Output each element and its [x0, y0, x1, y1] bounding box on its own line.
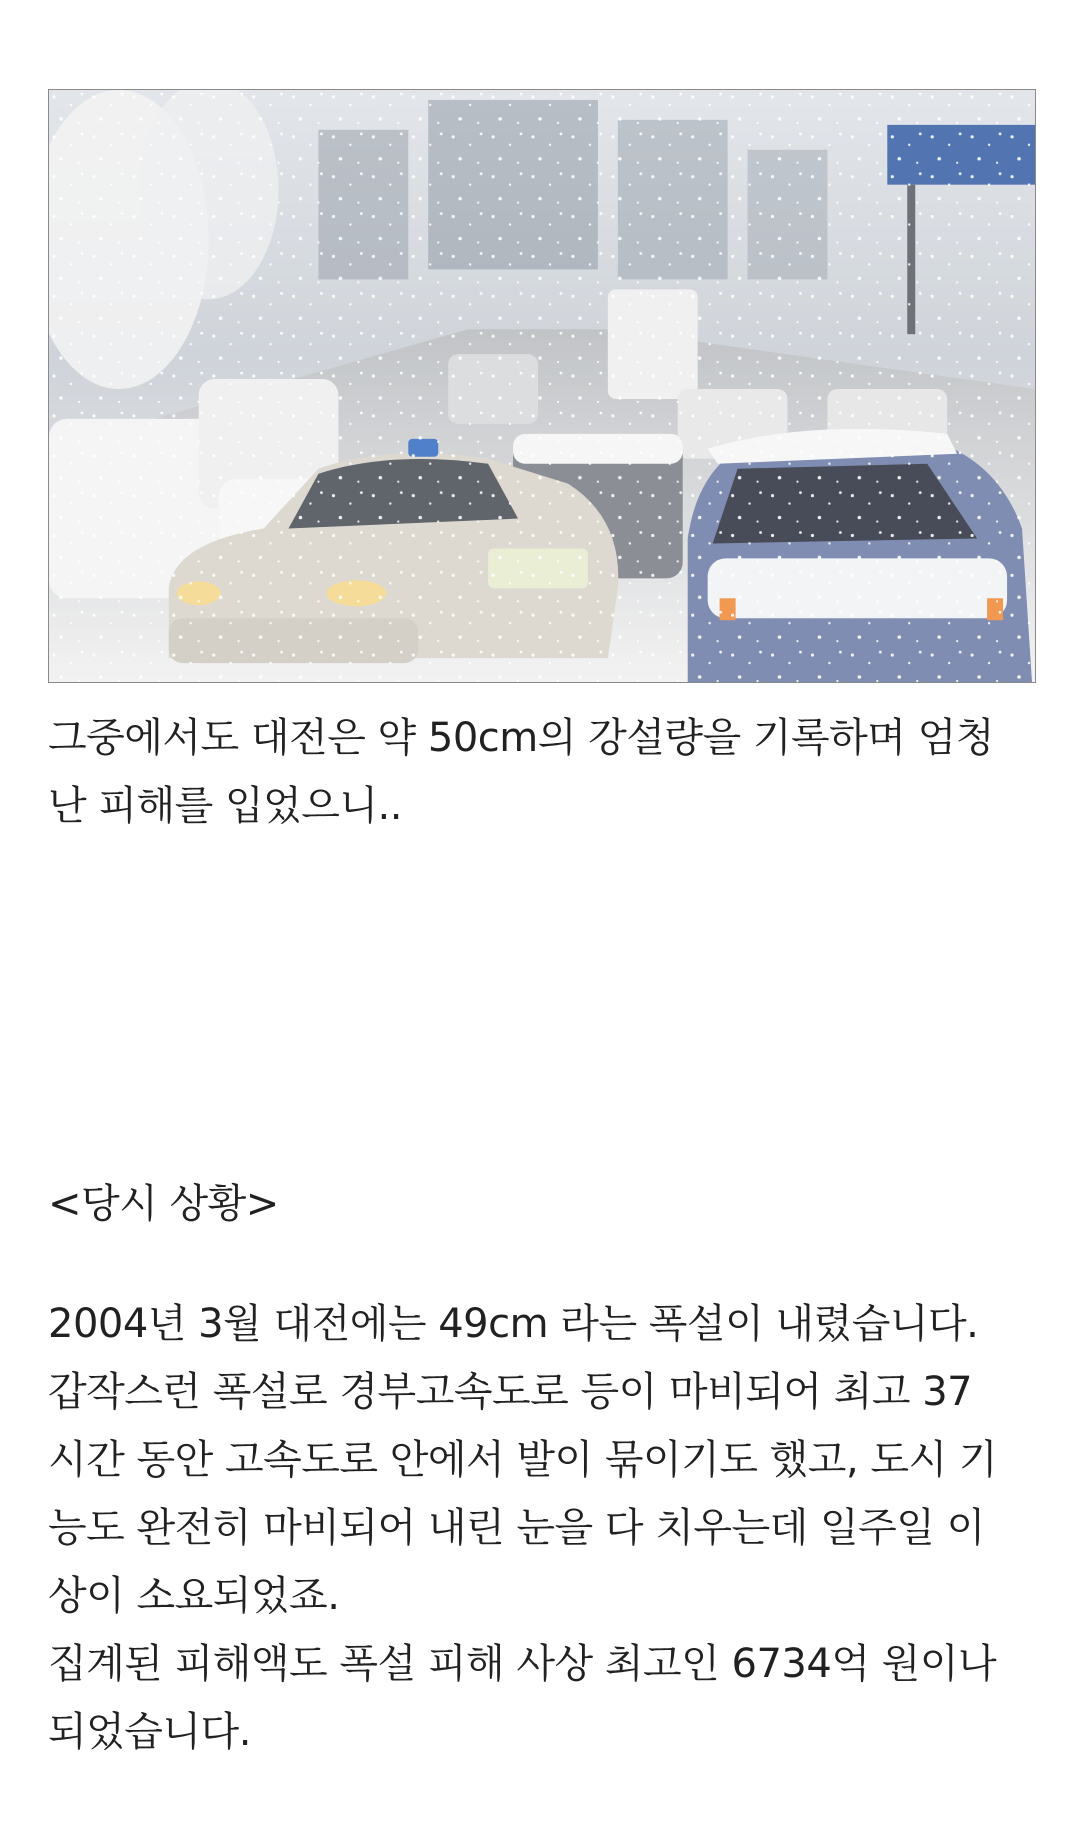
body-line: 상이 소요되었죠. — [48, 1573, 340, 1619]
body-line: 2004년 3월 대전에는 49cm 라는 폭설이 내렸습니다. — [48, 1301, 979, 1347]
body-line: 집계된 피해액도 폭설 피해 사상 최고인 6734억 원이나 — [48, 1641, 997, 1687]
body-paragraph — [48, 1290, 1038, 1766]
body-line: 갑작스런 폭설로 경부고속도로 등이 마비되어 최고 37 — [48, 1369, 973, 1415]
caption-line: 그중에서도 대전은 약 50cm의 강설량을 기록하며 엄청 — [48, 715, 994, 761]
photo-caption — [48, 704, 1038, 840]
body-line: 되었습니다. — [48, 1709, 251, 1755]
snowstorm-traffic-photo — [48, 89, 1036, 683]
section-heading: <당시 상황> — [48, 1181, 279, 1227]
body-line: 시간 동안 고속도로 안에서 발이 묶이기도 했고, 도시 기 — [48, 1437, 998, 1483]
body-line: 능도 완전히 마비되어 내린 눈을 다 치우는데 일주일 이 — [48, 1505, 985, 1551]
caption-line: 난 피해를 입었으니.. — [48, 783, 402, 829]
